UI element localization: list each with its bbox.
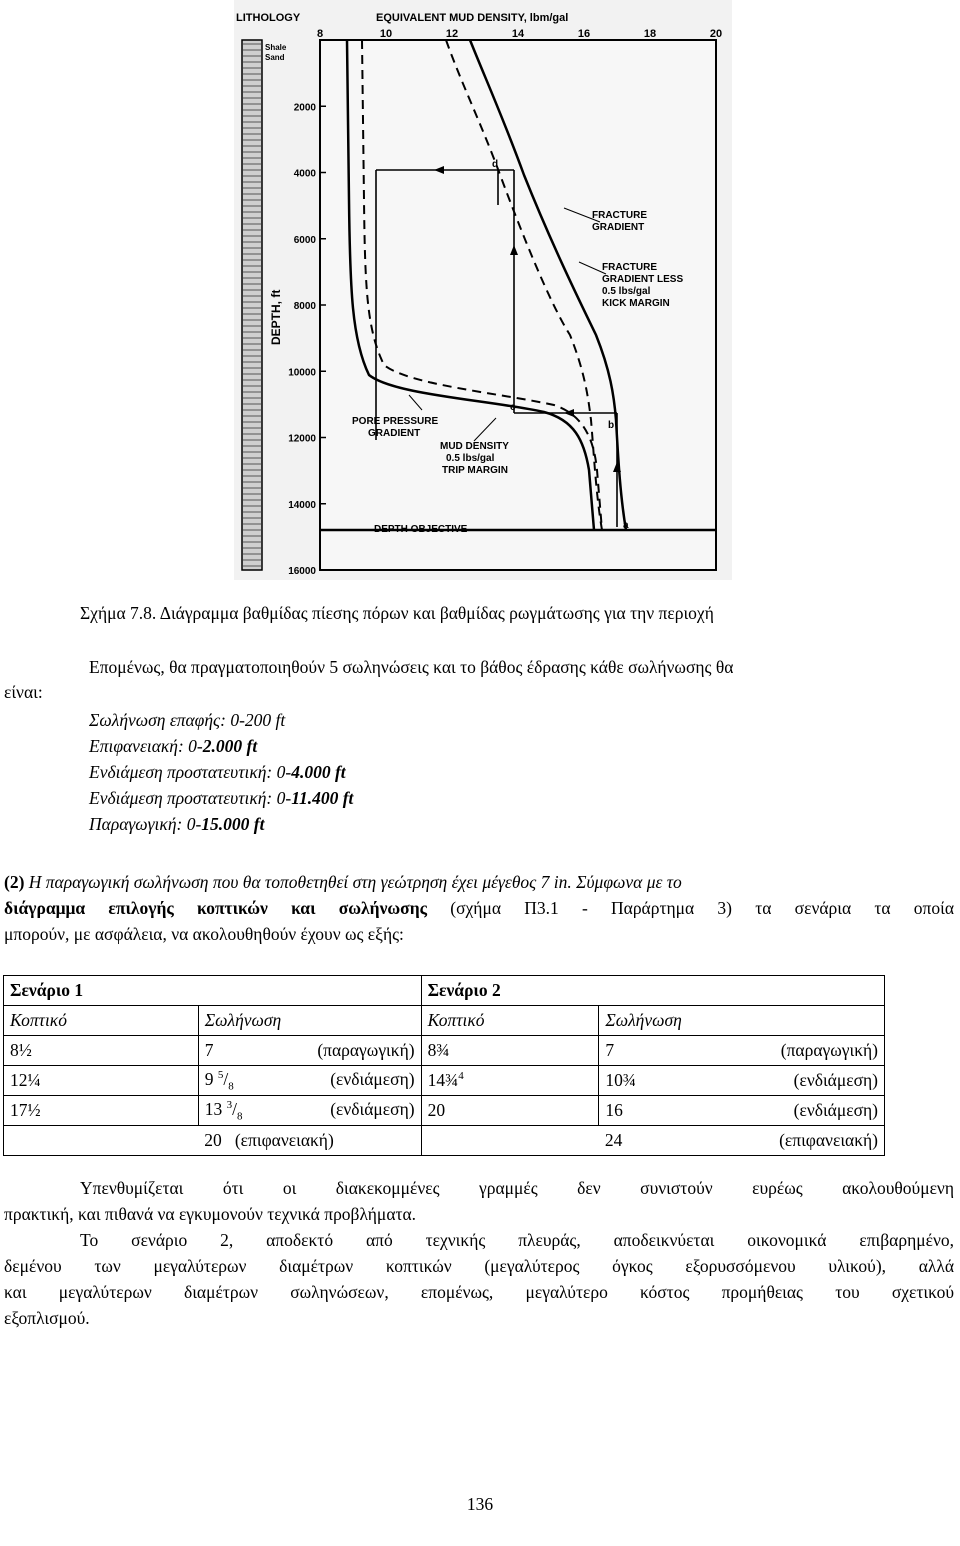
table-row: 8½ 7 (παραγωγική) 8¾ 7 (παραγωγική) <box>4 1036 885 1066</box>
paragraph-2-line-3: μπορούν, με ασφάλεια, να ακολουθηθούν έχουν ως εξής: <box>4 924 404 944</box>
x-axis-title: EQUIVALENT MUD DENSITY, lbm/gal <box>376 12 569 24</box>
casing-item: Επιφανειακή: 0-2.000 ft <box>89 736 258 756</box>
x-tick-label: 8 <box>316 28 324 40</box>
fracture-less-label-3: 0.5 lbs/gal <box>602 286 651 297</box>
pore-pressure-label-1: PORE PRESSURE <box>352 416 439 427</box>
scenario-2-line-4: εξοπλισμού. <box>4 1308 90 1328</box>
lithology-column <box>242 40 262 570</box>
x-tick-label: 12 <box>445 28 459 40</box>
figure-caption: Σχήμα 7.8. Διάγραμμα βαθμίδας πίεσης πόρων και βαθμίδας ρωγμάτωσης για την περιοχή <box>80 603 714 623</box>
casing-item: Σωλήνωση επαφής: 0-200 ft <box>89 710 286 730</box>
y-tick-label: 16000 <box>288 566 316 577</box>
paragraph-2-line-2: διάγραμμα επιλογής κοπτικών και σωλήνωσης (σχήμα Π3.1 - Παράρτημα 3) τα σενάρια τα οποία <box>4 898 955 918</box>
col-casing-1: Σωλήνωση <box>198 1006 421 1036</box>
scenario-2-header: Σενάριο 2 <box>427 980 501 1000</box>
x-tick-label: 18 <box>643 28 657 40</box>
paragraph-2-line-1: (2) Η παραγωγική σωλήνωση που θα τοποθετηθεί στη γεώτρηση έχει μέγεθος 7 in. Σύμφωνα με το <box>4 872 682 892</box>
depth-objective-label: DEPTH OBJECTIVE <box>374 524 468 535</box>
table-row <box>4 1006 885 1036</box>
y-tick-label: 2000 <box>293 102 316 114</box>
col-casing-2: Σωλήνωση <box>599 1006 885 1036</box>
intro-line-1: Επομένως, θα πραγματοποιηθούν 5 σωληνώσεις και το βάθος έδρασης κάθε σωλήνωσης θα <box>89 657 734 677</box>
col-bit-2: Κοπτικό <box>421 1006 599 1036</box>
note-line-2: πρακτική, και πιθανά να εγκυμονούν τεχνικά προβλήματα. <box>4 1204 417 1224</box>
mud-density-label-3: TRIP MARGIN <box>442 465 508 476</box>
fracture-less-label-2: GRADIENT LESS <box>602 274 684 285</box>
page-number: 136 <box>466 1494 494 1514</box>
table-row: 20 (επιφανειακή) 24 (επιφανειακή) <box>4 1126 885 1156</box>
casing-item: Ενδιάμεση προστατευτική: 0-11.400 ft <box>89 788 354 808</box>
y-tick-label: 6000 <box>293 234 316 246</box>
x-tick-label: 14 <box>511 28 525 40</box>
x-tick-label: 20 <box>709 28 723 40</box>
fracture-gradient-label-1: FRACTURE <box>592 210 647 221</box>
table-row: 12¼ 9 $^5/_8$ (ενδιάμεση) 14¾$^4$ 10¾ (ενδιάμεση) <box>4 1066 885 1096</box>
x-tick-label: 10 <box>379 28 393 40</box>
y-tick-label: 8000 <box>293 301 316 312</box>
casing-list <box>89 707 353 837</box>
mud-density-label-1: MUD DENSITY <box>440 441 509 452</box>
fracture-less-label-1: FRACTURE <box>602 262 657 273</box>
col-bit-1: Κοπτικό <box>4 1006 199 1036</box>
casing-item: Ενδιάμεση προστατευτική: 0-4.000 ft <box>89 762 346 782</box>
y-tick-label: 14000 <box>288 499 316 511</box>
point-d: d <box>492 159 499 170</box>
scenarios-table <box>3 975 885 1156</box>
depth-pressure-figure <box>234 0 732 580</box>
note-line-1: Υπενθυμίζεται ότι οι διακεκομμένες γραμμές δεν συνιστούν ευρέως ακολουθούμενη <box>80 1178 954 1198</box>
shale-label: Shale <box>265 43 287 52</box>
scenario-2-line-1: Το σενάριο 2, αποδεκτό από τεχνικής πλευράς, αποδεικνύεται οικονομικά επιβαρημένο, <box>80 1230 954 1250</box>
y-tick-label: 4000 <box>293 168 316 180</box>
point-b: b <box>608 420 615 431</box>
table-row <box>4 976 885 1006</box>
intro-line-2: είναι: <box>4 682 43 702</box>
table-row: 17½ 13 $^3/_8$ (ενδιάμεση) 20 16 (ενδιάμεση) <box>4 1096 885 1126</box>
y-axis-title: DEPTH, ft <box>269 289 283 345</box>
fracture-gradient-label-2: GRADIENT <box>592 222 645 233</box>
pore-pressure-label-2: GRADIENT <box>368 428 421 439</box>
sand-label: Sand <box>265 53 285 62</box>
casing-item: Παραγωγική: 0-15.000 ft <box>89 814 265 834</box>
x-tick-label: 16 <box>577 28 591 40</box>
scenario-2-line-3: και μεγαλύτερων διαμέτρων σωληνώσεων, επομένως, μεγαλύτερο κόστος προμήθειας του σχετικού <box>4 1282 954 1302</box>
point-a: a <box>623 520 629 531</box>
y-tick-label: 12000 <box>288 433 316 445</box>
lithology-label: LITHOLOGY <box>236 12 301 24</box>
scenario-1-header: Σενάριο 1 <box>10 980 84 1000</box>
fracture-less-label-4: KICK MARGIN <box>602 298 670 309</box>
point-c: c <box>510 402 516 413</box>
scenario-2-line-2: δεμένου των μεγαλύτερων διαμέτρων κοπτικών (μεγαλύτερος όγκος εξορυσσόμενου υλικού), αλλά <box>4 1256 954 1276</box>
mud-density-label-2: 0.5 lbs/gal <box>446 453 495 464</box>
y-tick-label: 10000 <box>288 367 316 379</box>
